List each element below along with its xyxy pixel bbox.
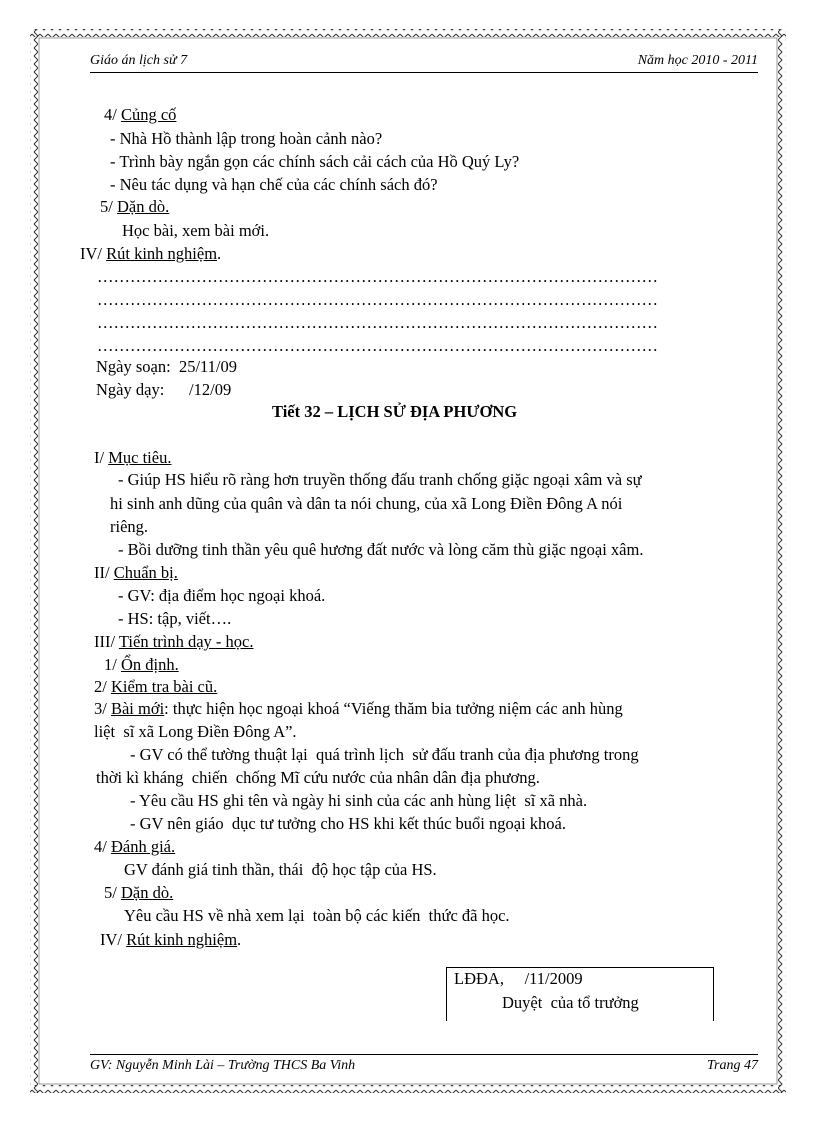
page-number: Trang 47	[707, 1058, 758, 1073]
page-footer	[90, 1054, 758, 1075]
chuan-bi-line: - HS: tập, viết….	[118, 609, 232, 628]
footer-author: GV: Nguyễn Minh Lài – Trường THCS Ba Vinh	[90, 1058, 356, 1073]
bai-moi-line: thời kì kháng chiến chống Mĩ cứu nước của nhân dân địa phương.	[96, 768, 540, 787]
muc-tieu-line: - Bồi dưỡng tinh thần yêu quê hương đất nước và lòng căm thù giặc ngoại xâm.	[118, 540, 644, 559]
page-header	[90, 52, 758, 73]
dotted-line: …………………………………………………………………………………………	[97, 267, 658, 286]
bai-moi-line: - Yêu cầu HS ghi tên và ngày hi sinh của các anh hùng liệt sĩ xã nhà.	[130, 791, 588, 810]
bai-moi-line: liệt sĩ xã Long Điền Đông A”.	[94, 722, 297, 741]
muc-tieu-line: - Giúp HS hiểu rõ ràng hơn truyền thống đấu tranh chống giặc ngoại xâm và sự	[118, 470, 642, 489]
bai-moi-line: - GV nên giáo dục tư tưởng cho HS khi kết thúc buổi ngoại khoá.	[130, 814, 566, 833]
chuan-bi-line: - GV: địa điểm học ngoại khoá.	[118, 586, 326, 605]
danh-gia-heading: 4/ Đánh giá.	[94, 837, 176, 856]
approval-date: LĐĐA, /11/2009	[454, 969, 583, 988]
bai-moi-heading: 3/ Bài mới: thực hiện học ngoại khoá “Viếng thăm bia tưởng niệm các anh hùng	[94, 699, 623, 718]
dotted-line: …………………………………………………………………………………………	[97, 290, 658, 309]
chuan-bi-heading: II/ Chuẩn bị.	[94, 563, 178, 582]
dan-do-heading: 5/ Dặn dò.	[100, 197, 170, 216]
danh-gia-text: GV đánh giá tinh thần, thái độ học tập của HS.	[124, 860, 437, 879]
muc-tieu-heading: I/ Mục tiêu.	[94, 448, 172, 467]
muc-tieu-line: riêng.	[110, 517, 149, 536]
approval-label: Duyệt của tổ trưởng	[502, 993, 639, 1012]
cung-co-question: - Nhà Hồ thành lập trong hoàn cảnh nào?	[110, 129, 383, 148]
on-dinh-heading: 1/ Ổn định.	[104, 655, 179, 674]
header-subject: Giáo án lịch sử 7	[90, 53, 188, 68]
dotted-line: …………………………………………………………………………………………	[97, 336, 658, 355]
rut-kinh-nghiem-heading: IV/ Rút kinh nghiệm.	[100, 930, 242, 949]
lesson-title: Tiết 32 – LỊCH SỬ ĐỊA PHƯƠNG	[272, 402, 518, 421]
rut-kinh-nghiem-heading: IV/ Rút kinh nghiệm.	[80, 244, 222, 263]
kiem-tra-heading: 2/ Kiểm tra bài cũ.	[94, 677, 218, 696]
cung-co-heading: 4/ Củng cố	[104, 105, 177, 124]
muc-tieu-line: hi sinh anh dũng của quân và dân ta nói chung, của xã Long Điền Đông A nói	[110, 494, 623, 513]
bai-moi-line: - GV có thể tường thuật lại quá trình lịch sử đấu tranh của địa phương trong	[130, 745, 639, 764]
cung-co-question: - Trình bày ngắn gọn các chính sách cải cách của Hồ Quý Ly?	[110, 152, 520, 171]
dotted-line: …………………………………………………………………………………………	[97, 313, 658, 332]
cung-co-question: - Nêu tác dụng và hạn chế của các chính sách đó?	[110, 175, 438, 194]
ngay-soan: Ngày soạn: 25/11/09	[96, 357, 237, 376]
tien-trinh-heading: III/ Tiến trình dạy - học.	[94, 632, 254, 651]
dan-do-text: Yêu cầu HS về nhà xem lại toàn bộ các kiến thức đã học.	[124, 906, 510, 925]
header-school-year: Năm học 2010 - 2011	[637, 53, 758, 68]
ngay-day: Ngày dạy: /12/09	[96, 380, 232, 399]
dan-do-heading: 5/ Dặn dò.	[104, 883, 174, 902]
dan-do-text: Học bài, xem bài mới.	[122, 221, 270, 240]
